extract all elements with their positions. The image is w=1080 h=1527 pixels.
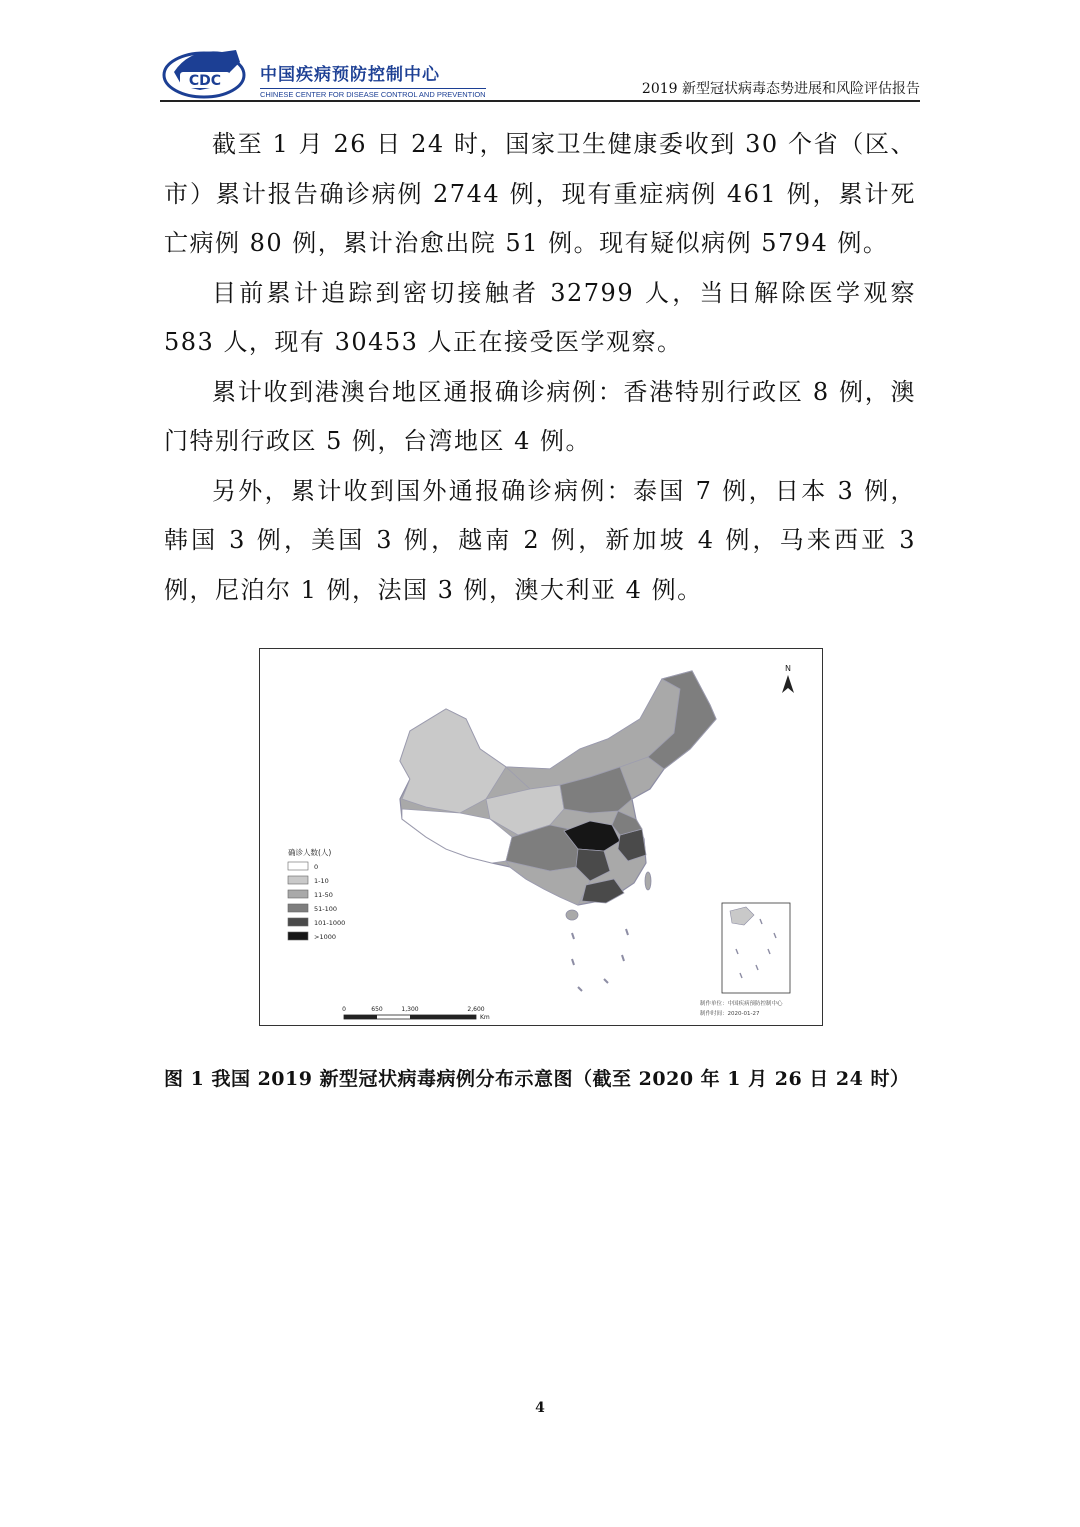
header-rule xyxy=(160,100,920,102)
scale-label-0: 0 xyxy=(342,1006,346,1013)
legend-label: 1-10 xyxy=(314,877,329,885)
page-header xyxy=(160,40,920,102)
scale-label-2: 1,300 xyxy=(401,1006,419,1013)
paragraph-confirmed-cases: 截至 1 月 26 日 24 时，国家卫生健康委收到 30 个省（区、市）累计报告确诊病例 2744 例，现有重症病例 461 例，累计死亡病例 80 例，累计治愈出院 51 例。现有疑似病例 5794 例。 xyxy=(164,130,916,257)
legend-label: 101-1000 xyxy=(314,919,346,927)
report-title: 2019 新型冠状病毒态势进展和风险评估报告 xyxy=(641,81,920,97)
cdc-logo xyxy=(160,42,256,100)
north-label: N xyxy=(785,664,791,673)
legend-item-0 xyxy=(288,862,318,871)
map-scale-bar xyxy=(342,1006,490,1021)
map-region-taiwan xyxy=(645,872,651,890)
legend-item-3 xyxy=(288,904,337,913)
legend-label: 51-100 xyxy=(314,905,338,913)
legend-item-2 xyxy=(288,890,333,899)
figure-caption: 图 1 我国 2019 新型冠状病毒病例分布示意图（截至 2020 年 1 月 26 日 24 时） xyxy=(164,1068,910,1090)
legend-label: 11-50 xyxy=(314,891,333,899)
logo-text: CDC xyxy=(188,73,222,89)
map-produced-date: 制作时间：2020-01-27 xyxy=(700,1011,760,1017)
map-sea-boundary-dashes xyxy=(572,929,628,991)
legend-title: 确诊人数(人) xyxy=(288,848,332,857)
scale-label-3: 2,600 xyxy=(467,1006,485,1013)
legend-swatch xyxy=(288,918,308,926)
legend-item-5 xyxy=(288,932,336,941)
report-body xyxy=(164,120,916,615)
scale-unit: Km xyxy=(480,1014,490,1021)
map-region-hainan xyxy=(566,910,578,920)
legend-swatch xyxy=(288,862,308,870)
paragraph-close-contacts: 目前累计追踪到密切接触者 32799 人，当日解除医学观察 583 人，现有 30453 人正在接受医学观察。 xyxy=(164,278,916,356)
org-name-cn: 中国疾病预防控制中心 xyxy=(260,65,440,85)
page-number: 4 xyxy=(535,1400,545,1416)
map-legend xyxy=(288,847,345,941)
legend-label: >1000 xyxy=(314,933,336,941)
map-inset-south-china-sea xyxy=(722,903,790,993)
north-arrow-icon xyxy=(782,664,794,693)
legend-swatch xyxy=(288,932,308,940)
scale-label-1: 650 xyxy=(371,1006,383,1013)
legend-label: 0 xyxy=(314,863,319,871)
legend-swatch xyxy=(288,904,308,912)
paragraph-hk-macau-taiwan: 累计收到港澳台地区通报确诊病例：香港特别行政区 8 例，澳门特别行政区 5 例，台湾地区 4 例。 xyxy=(164,377,916,455)
legend-swatch xyxy=(288,890,308,898)
legend-item-1 xyxy=(288,876,329,885)
legend-item-4 xyxy=(288,918,345,927)
china-case-map xyxy=(259,648,823,1026)
legend-swatch xyxy=(288,876,308,884)
map-producer: 制作单位：中国疾病预防控制中心 xyxy=(700,1001,783,1007)
org-name-en: CHINESE CENTER FOR DISEASE CONTROL AND PREVENTION xyxy=(260,90,486,99)
paragraph-foreign-cases: 另外，累计收到国外通报确诊病例：泰国 7 例，日本 3 例，韩国 3 例，美国 3 例，越南 2 例，新加坡 4 例，马来西亚 3 例，尼泊尔 1 例，法国 3 例，澳大利亚 4 例。 xyxy=(164,476,916,604)
